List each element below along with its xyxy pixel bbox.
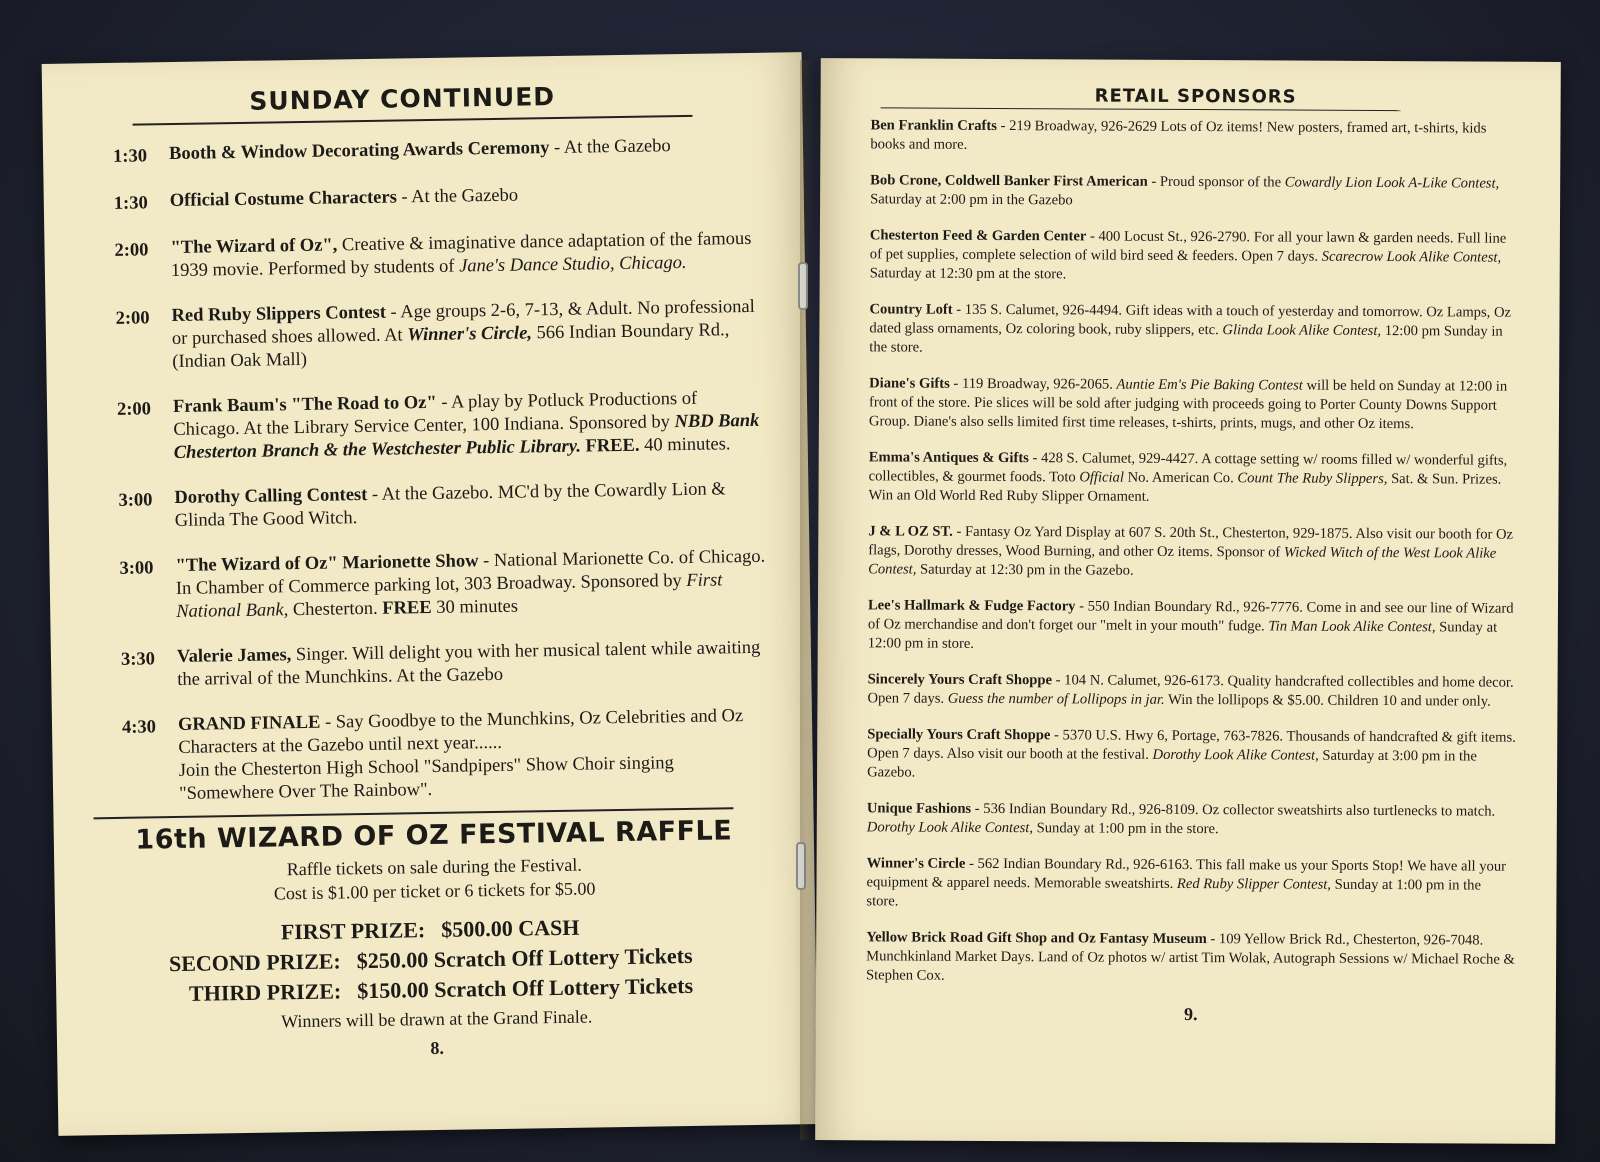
staple xyxy=(798,262,808,310)
sponsor-name: Specially Yours Craft Shoppe xyxy=(867,726,1051,744)
event-description xyxy=(178,705,773,806)
sponsor-name: Unique Fashions xyxy=(866,800,972,817)
sponsor-details: - 536 Indian Boundary Rd., 926-8109. Oz collector sweatshirts also turtlenecks to match. xyxy=(971,800,1496,820)
sponsor-contest: Cowardly Lion Look A-Like Contest, xyxy=(1284,174,1500,192)
sponsor-details: - 5370 U.S. Hwy 6, Portage, 763-7826. Thousands of handcrafted & gift items. Open 7 days. Also visit our booth at the festival. xyxy=(867,727,1516,763)
event-time: 2:00 xyxy=(116,399,152,420)
sponsor-name: Diane's Gifts xyxy=(869,375,950,392)
sponsor-entry xyxy=(870,171,1520,212)
sponsor-name: Country Loft xyxy=(869,301,953,318)
sponsor-entry xyxy=(870,226,1520,286)
event-name: Booth & Window Decorating Awards Ceremony xyxy=(168,138,550,165)
event-time: 3:00 xyxy=(118,490,153,511)
event-time: 1:30 xyxy=(112,146,148,167)
event-description xyxy=(175,546,770,624)
sponsor-contest-time: Saturday at 3:00 pm in the Gazebo. xyxy=(867,747,1477,781)
event-time: 2:00 xyxy=(115,308,150,329)
event-time: 3:00 xyxy=(119,558,154,579)
sponsor-contest: Red Ruby Slipper Contest, xyxy=(1176,875,1332,893)
sponsor-name: Sincerely Yours Craft Shoppe xyxy=(867,671,1053,689)
event-item xyxy=(115,296,766,375)
event-details: - National Marionette Co. of Chicago. In Chamber of Commerce parking lot, 303 Broadway. Sponsored by xyxy=(175,546,766,599)
event-name: Official Costume Characters xyxy=(169,187,398,212)
sponsor-italic-term: Official xyxy=(1079,469,1124,486)
event-item xyxy=(118,478,769,534)
sponsor-name: J & L OZ ST. xyxy=(868,523,953,540)
event-time: 4:30 xyxy=(121,717,157,738)
sponsor-details: - 135 S. Calumet, 926-4494. Gift ideas with a touch of yesterday and tomorrow. Oz Lamps, Oz dated glass ornaments, Oz coloring book, ruby slippers, etc. xyxy=(869,301,1512,339)
page-title: SUNDAY CONTINUED xyxy=(249,81,556,116)
sponsor-details-cont: No. American Co. xyxy=(1123,469,1238,487)
event-item xyxy=(121,637,772,693)
sponsor-name: Lee's Hallmark & Fudge Factory xyxy=(867,597,1076,615)
event-name: Red Ruby Slippers Contest xyxy=(171,302,387,327)
sponsor-contest-time: Saturday at 12:30 pm in the Gazebo. xyxy=(916,561,1134,579)
prize-value: $150.00 Scratch Off Lottery Tickets xyxy=(357,972,694,1004)
event-free-label: FREE xyxy=(382,597,432,619)
sponsor-entry xyxy=(868,448,1518,508)
sponsor-contest: Count The Ruby Slippers, xyxy=(1237,470,1388,488)
sponsor-details: - Fantasy Oz Yard Display at 607 S. 20th St., Chesterton, 929-1875. Also visit our booth for Oz flags, Dorothy dresses, Wood Burning, and other Oz items. Sponsor of xyxy=(868,523,1514,561)
raffle-winners-note: Winners will be drawn at the Grand Finale. xyxy=(280,1006,593,1032)
sponsor-contest-time: 12:00 pm Sunday in the store. xyxy=(869,323,1503,356)
event-details: - Say Goodbye to the Munchkins, Oz Celebrities and Oz Characters at the Gazebo until next year...... xyxy=(178,706,744,758)
page-title: RETAIL SPONSORS xyxy=(1094,85,1297,108)
sponsor-name: Chesterton Feed & Garden Center xyxy=(869,227,1087,245)
event-details: - At the Gazebo. MC'd by the Cowardly Lion & Glinda The Good Witch. xyxy=(174,479,726,531)
sponsor-contest: Dorothy Look Alike Contest, xyxy=(1152,746,1319,764)
sponsor-contest: Auntie Em's Pie Baking Contest xyxy=(1116,376,1303,394)
event-name: Valerie James, xyxy=(176,645,292,667)
sponsor-details: - 428 S. Calumet, 929-4427. A cottage setting w/ rooms filled w/ wonderful gifts, collectibles, & gourmet foods. Toto xyxy=(868,450,1508,486)
sponsor-entry xyxy=(866,854,1516,914)
sponsor-name: Yellow Brick Road Gift Shop and Oz Fantasy Museum xyxy=(866,929,1207,948)
event-item xyxy=(113,134,763,169)
event-duration: 30 minutes xyxy=(431,596,519,618)
prize-value: $500.00 CASH xyxy=(441,914,580,942)
sponsor-contest: Guess the number of Lollipops in jar. xyxy=(947,690,1165,708)
event-time: 2:00 xyxy=(114,240,149,261)
sponsor-entry xyxy=(869,300,1519,360)
event-sponsor: NBD Bank Chesterton Branch & the Westchester Public Library. xyxy=(173,410,760,464)
sponsor-details: - 562 Indian Boundary Rd., 926-6163. This fall make us your Sports Stop! We have all your equipment & apparel needs. Memorable sweatshirts. xyxy=(866,855,1507,892)
sponsor-name: Bob Crone, Coldwell Banker First American xyxy=(870,172,1148,190)
event-details: - At the Gazebo xyxy=(549,136,671,159)
sponsor-name: Ben Franklin Crafts xyxy=(870,117,998,134)
event-name: GRAND FINALE xyxy=(177,712,321,735)
event-duration: 40 minutes. xyxy=(639,434,731,456)
sponsor-entry xyxy=(866,928,1516,988)
sponsor-contest-time: Saturday at 2:00 pm in the Gazebo xyxy=(870,191,1073,209)
event-choir-note: Join the Chesterton High School "Sandpipers" Show Choir singing "Somewhere Over The Rainbow". xyxy=(178,753,674,804)
event-details: Creative & imaginative dance adaptation of the famous 1939 movie. Performed by students of xyxy=(170,228,752,282)
sponsor-contest-time: Sunday at 12:00 pm in store. xyxy=(867,619,1498,652)
sponsor-entry xyxy=(867,725,1517,785)
sponsor-contest-time: Sunday at 1:00 pm in the store. xyxy=(1032,820,1219,838)
event-time: 1:30 xyxy=(113,193,148,214)
sponsor-details: - 104 N. Calumet, 926-6173. Quality handcrafted collectibles and home decor. Open 7 days. xyxy=(867,672,1514,707)
event-name: "The Wizard of Oz", xyxy=(170,235,338,259)
right-page xyxy=(815,58,1561,1144)
event-description xyxy=(170,228,765,283)
event-details: - A play by Potluck Productions of Chicago. At the Library Service Center, 100 Indiana. Sponsored by xyxy=(173,388,698,441)
event-name: "The Wizard of Oz" Marionette Show xyxy=(175,551,479,576)
prize-value: $250.00 Scratch Off Lottery Tickets xyxy=(356,942,693,974)
sponsor-name: Winner's Circle xyxy=(866,855,966,872)
sponsor-contest: Wicked Witch of the West Look Alike Contest, xyxy=(868,544,1497,578)
prize-label: FIRST PRIZE: xyxy=(280,917,426,945)
event-item xyxy=(117,387,768,466)
event-sponsor: First National Bank, xyxy=(176,570,723,622)
event-details: Singer. Will delight you with her musical talent while awaiting the arrival of the Munchkins. At the Gazebo xyxy=(177,637,761,690)
event-time: 3:30 xyxy=(120,649,156,670)
staple xyxy=(796,842,806,890)
event-description xyxy=(169,134,763,168)
sponsor-contest: Tin Man Look Alike Contest, xyxy=(1268,618,1436,636)
raffle-title: 16th WIZARD OF OZ FESTIVAL RAFFLE xyxy=(135,815,733,856)
sponsor-contest-time: Saturday at 12:30 pm at the store. xyxy=(869,265,1067,283)
raffle-cost-line: Cost is $1.00 per ticket or 6 tickets for $5.00 xyxy=(273,878,596,904)
sponsor-entry xyxy=(867,799,1517,840)
event-item xyxy=(114,228,765,284)
page-number: 8. xyxy=(430,1037,445,1059)
sponsor-entry xyxy=(868,522,1518,582)
sponsor-contest: Scarecrow Look Alike Contest, xyxy=(1321,248,1502,266)
sponsor-contest: Dorothy Look Alike Contest, xyxy=(866,819,1034,837)
sponsor-name: Emma's Antiques & Gifts xyxy=(868,449,1029,467)
sponsor-contest-time: Win the lollipops & $5.00. Children 10 and under only. xyxy=(1164,691,1491,710)
event-description xyxy=(177,637,772,692)
sponsor-contest-time: Sunday at 1:00 pm in the store. xyxy=(866,876,1482,910)
event-name: Dorothy Calling Contest xyxy=(174,484,368,509)
sponsor-contest-time: will be held on Sunday at 12:00 in front of the store. Pie slices will be sold after judging with proceeds going to Porter County Downs Support Group. Diane's also sells limited first time releases, t-shirts, prints, mugs, and other Oz items. xyxy=(868,377,1508,433)
event-item xyxy=(122,705,773,807)
prize-label: SECOND PRIZE: xyxy=(168,948,341,977)
event-description xyxy=(174,478,769,533)
event-name: Frank Baum's "The Road to Oz" xyxy=(172,392,437,418)
sponsor-contest-time: Sat. & Sun. Prizes. Win an Old World Red Ruby Slipper Ornament. xyxy=(868,471,1502,505)
event-description xyxy=(171,296,766,374)
event-address: 566 Indian Boundary Rd., (Indian Oak Mall) xyxy=(172,320,730,373)
title-divider xyxy=(133,115,693,126)
sponsor-details: - 550 Indian Boundary Rd., 926-7776. Come in and see our line of Wizard of Oz merchandise and don't forget our "melt in your mouth" fudge. xyxy=(867,598,1514,635)
event-details: - Age groups 2-6, 7-13, & Adult. No professional or purchased shoes allowed. At xyxy=(171,296,755,350)
event-details: - At the Gazebo xyxy=(396,185,519,208)
sponsor-details: - 119 Broadway, 926-2065. xyxy=(949,375,1117,393)
title-divider xyxy=(881,107,1401,111)
event-description xyxy=(170,181,764,215)
sponsor-details: - 109 Yellow Brick Rd., Chesterton, 926-7048. Munchkinland Market Days. Land of Oz photos w/ artist Tim Wolak, Autograph Sessions w/ Michael Roche & Stephen Cox. xyxy=(865,931,1515,984)
sponsor-contest: Glinda Look Alike Contest, xyxy=(1222,322,1382,340)
sponsor-entry xyxy=(869,374,1519,434)
event-sponsor: Jane's Dance Studio, Chicago. xyxy=(458,252,687,277)
sponsor-entry xyxy=(868,596,1518,656)
left-page xyxy=(42,52,819,1136)
page-number: 9. xyxy=(1184,1003,1198,1025)
event-description xyxy=(173,387,768,465)
event-venue: Winner's Circle, xyxy=(407,323,533,346)
prize-label: THIRD PRIZE: xyxy=(188,978,342,1006)
raffle-info-line: Raffle tickets on sale during the Festival. xyxy=(286,854,582,880)
sponsor-details: - 400 Locust St., 926-2790. For all your lawn & garden needs. Full line of pet supplies, complete selection of wild bird seed & feeders. Open 7 days. xyxy=(869,228,1507,265)
event-item xyxy=(114,181,764,216)
sponsor-entry xyxy=(870,116,1520,157)
sponsor-entry xyxy=(867,670,1517,711)
event-location: Chesterton. xyxy=(288,598,383,621)
event-free-label: FREE. xyxy=(580,435,640,457)
sponsor-details: - 219 Broadway, 926-2629 Lots of Oz items! New posters, framed art, t-shirts, kids books and more. xyxy=(870,117,1487,153)
sponsor-details: - Proud sponsor of the xyxy=(1147,173,1285,191)
event-item xyxy=(119,546,770,625)
